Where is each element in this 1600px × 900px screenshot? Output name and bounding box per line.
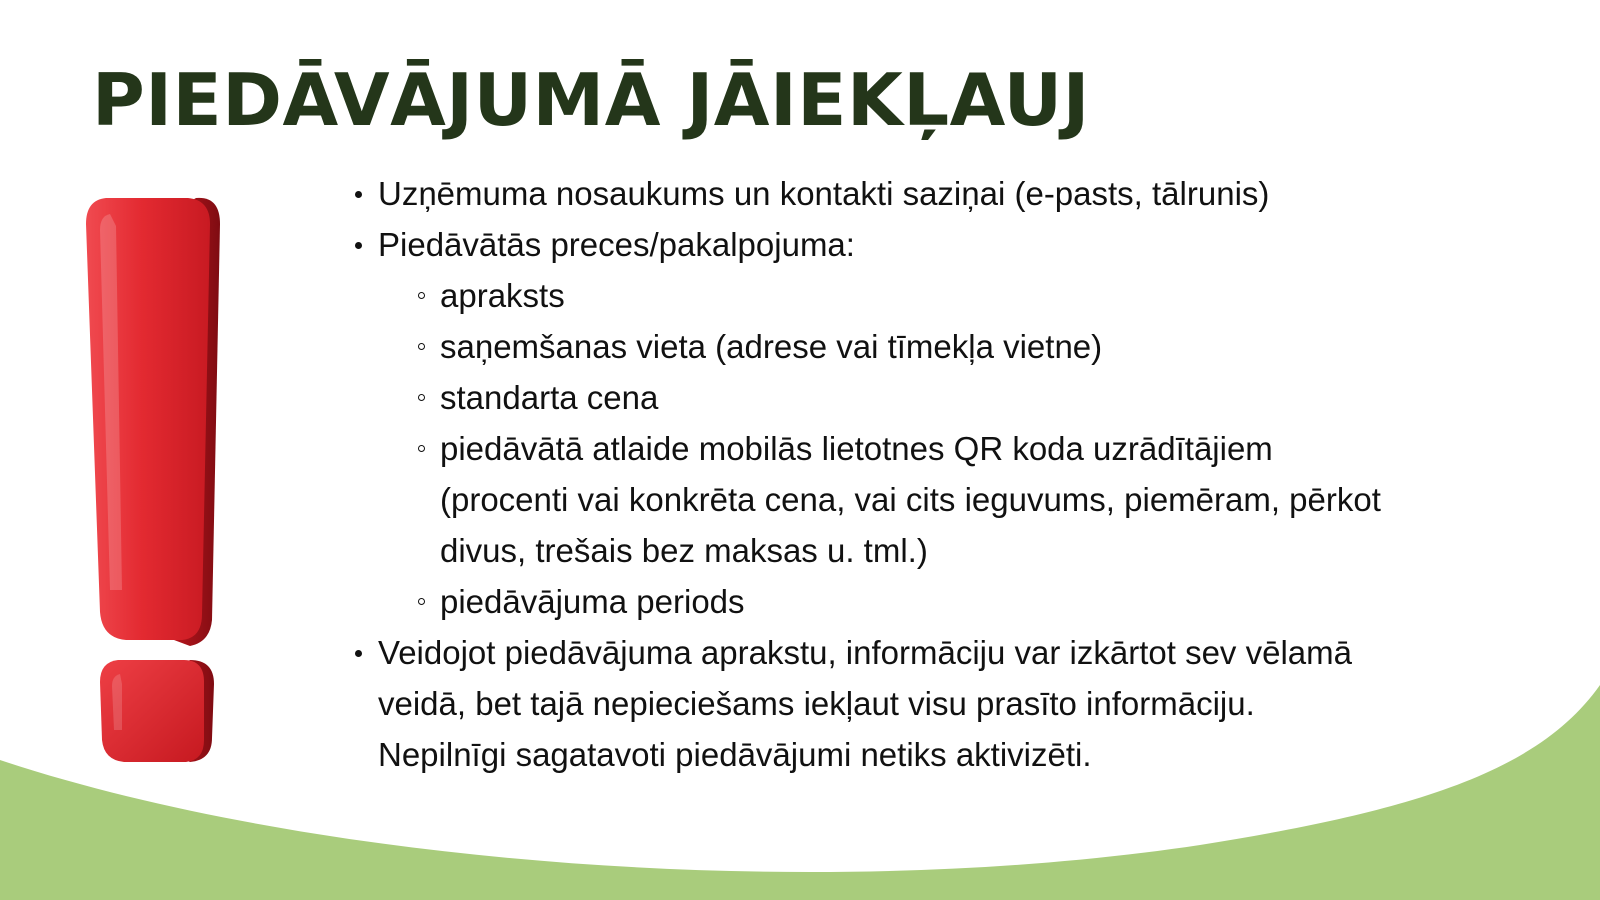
slide-title: PIEDĀVĀJUMĀ JĀIEKĻAUJ	[92, 58, 1090, 142]
sub-item-description: apraksts	[350, 270, 1510, 321]
bullet-list	[350, 168, 1510, 780]
exclamation-mark-icon	[78, 190, 238, 780]
sub-item-standard-price: standarta cena	[350, 372, 1510, 423]
bullet-goods-services: Piedāvātās preces/pakalpojuma:	[350, 219, 1510, 270]
sub-item-offer-period: piedāvājuma periods	[350, 576, 1510, 627]
bullet-note-line-3: Nepilnīgi sagatavoti piedāvājumi netiks aktivizēti.	[378, 736, 1092, 773]
sub-item-discount-line-1: piedāvātā atlaide mobilās lietotnes QR koda uzrādītājiem	[440, 430, 1273, 467]
sub-item-discount-line-2: (procenti vai konkrēta cena, vai cits ieguvums, piemēram, pērkot	[440, 481, 1381, 518]
bullet-company-contacts: Uzņēmuma nosaukums un kontakti saziņai (e-pasts, tālrunis)	[350, 168, 1510, 219]
bullet-note-line-2: veidā, bet tajā nepieciešams iekļaut visu prasīto informāciju.	[378, 685, 1255, 722]
bullet-note	[350, 627, 1510, 780]
sub-item-discount-line-3: divus, trešais bez maksas u. tml.)	[440, 532, 928, 569]
sub-item-discount	[350, 423, 1510, 576]
bullet-note-line-1: Veidojot piedāvājuma aprakstu, informāciju var izkārtot sev vēlamā	[378, 634, 1352, 671]
sub-item-pickup-location: saņemšanas vieta (adrese vai tīmekļa vietne)	[350, 321, 1510, 372]
